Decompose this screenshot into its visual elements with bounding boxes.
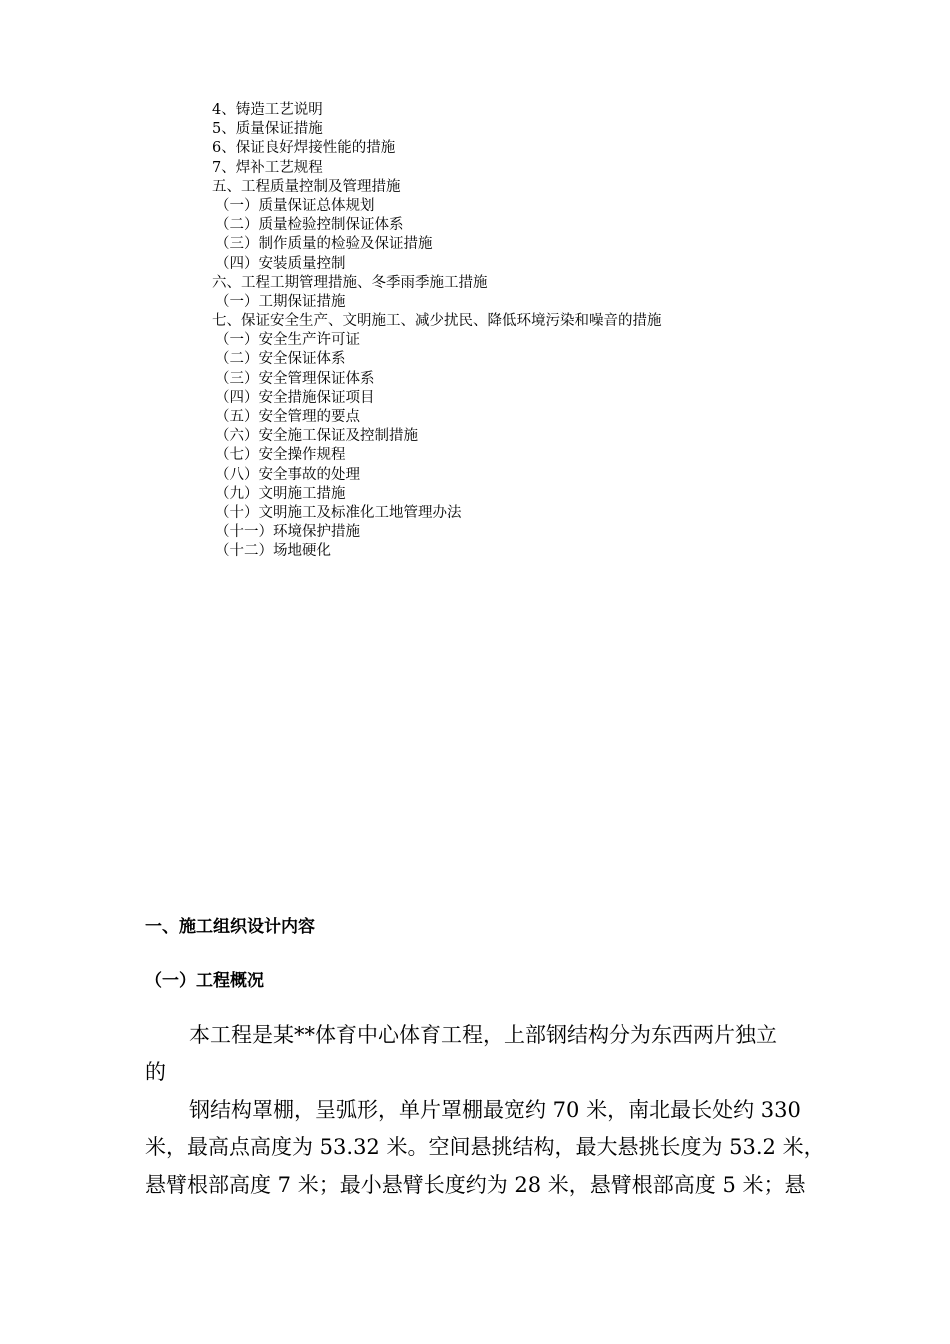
toc-entry: （五）安全管理的要点 [215, 409, 360, 425]
toc-entry: （二）质量检验控制保证体系 [215, 217, 404, 234]
toc-entry: （一）安全生产许可证 [215, 332, 360, 349]
toc-entry: 七、保证安全生产、文明施工、减少扰民、降低环境污染和噪音的措施 [212, 313, 662, 330]
toc-entry: （三）制作质量的检验及保证措施 [215, 236, 433, 253]
toc-entry: 6、保证良好焊接性能的措施 [212, 140, 396, 157]
toc-entry: （八）安全事故的处理 [215, 466, 360, 483]
paragraph-2-line-1: 钢结构罩棚，呈弧形，单片罩棚最宽约 70 米，南北最长处约 330 [189, 1098, 801, 1122]
toc-entry: （四）安装质量控制 [215, 255, 346, 272]
toc-entry: 5、质量保证措施 [212, 121, 323, 138]
toc-entry: （十二）场地硬化 [215, 543, 331, 560]
toc-entry: （九）文明施工措施 [215, 485, 346, 502]
paragraph-2-line-2: 米，最高点高度为 53.32 米。空间悬挑结构，最大悬挑长度为 53.2 米， [145, 1135, 825, 1159]
toc-entry: （十）文明施工及标准化工地管理办法 [215, 504, 462, 521]
toc-entry: （四）安全措施保证项目 [215, 389, 375, 406]
toc-entry: 六、工程工期管理措施、冬季雨季施工措施 [212, 274, 488, 291]
toc-entry: 五、工程质量控制及管理措施 [212, 178, 401, 195]
toc-entry: 4、铸造工艺说明 [212, 102, 323, 118]
toc-entry: （三）安全管理保证体系 [215, 370, 375, 387]
paragraph-2-line-3: 悬臂根部高度 7 米；最小悬臂长度约为 28 米，悬臂根部高度 5 米；悬 [145, 1173, 806, 1197]
toc-entry: （六）安全施工保证及控制措施 [215, 428, 418, 445]
toc-entry: （一）工期保证措施 [215, 293, 346, 310]
paragraph-1-line-2: 的 [145, 1060, 166, 1084]
toc-entry: （一）质量保证总体规划 [215, 197, 375, 214]
toc-entry: 7、焊补工艺规程 [212, 159, 323, 176]
toc-entry: （七）安全操作规程 [215, 447, 346, 464]
paragraph-1-line-1: 本工程是某**体育中心体育工程，上部钢结构分为东西两片独立 [189, 1023, 777, 1047]
table-of-contents [212, 101, 662, 562]
section-heading: 一、施工组织设计内容 [145, 917, 315, 937]
subsection-heading: （一）工程概况 [145, 971, 264, 991]
toc-entry: （十一）环境保护措施 [215, 524, 360, 541]
toc-entry: （二）安全保证体系 [215, 351, 346, 368]
